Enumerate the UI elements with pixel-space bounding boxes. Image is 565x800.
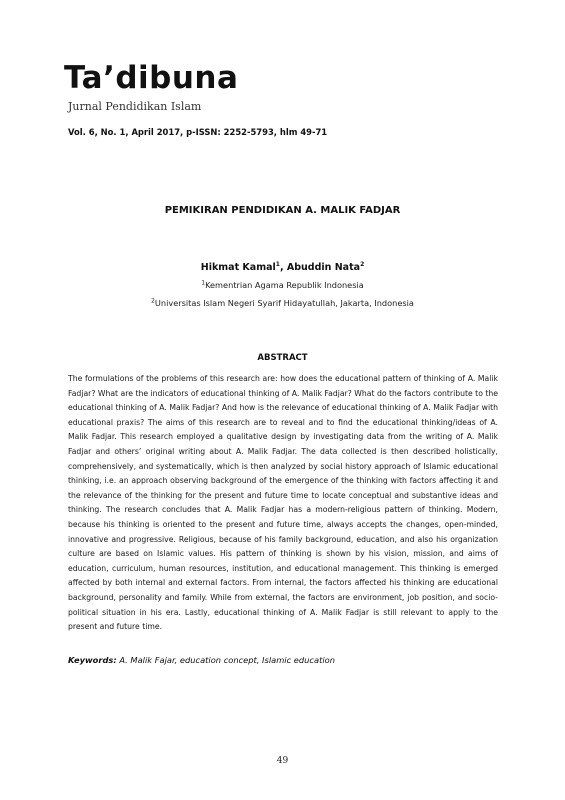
affiliation-1: [0, 280, 565, 290]
keywords-label: Keywords:: [68, 655, 117, 665]
abstract-heading: ABSTRACT: [257, 353, 308, 363]
journal-title: Ta’dibuna: [64, 60, 239, 96]
affiliation-text: Universitas Islam Negeri Syarif Hidayatullah, Jakarta, Indonesia: [154, 298, 414, 308]
page-number: 49: [276, 756, 289, 766]
author-sup: 2: [360, 260, 365, 268]
affiliation-2: [0, 298, 565, 308]
author-name: Hikmat Kamal: [200, 262, 276, 273]
affiliation-sup: 1: [201, 279, 206, 287]
author-name: Abuddin Nata: [286, 262, 361, 273]
abstract-body: The formulations of the problems of this research are: how does the educational pattern of thinking of A. Malik Fadjar? What are the indicators of educational thinking of A. Malik Fadjar? What do the factors contribute to the educational thinking of A. Malik Fadjar? And how is the relevance of educational thinking of A. Malik Fadjar with educational praxis? The aims of this research are to reveal and to find the educational thinking/ideas of A. Malik Fadjar. This research employed a qualitative design by investigating data from the writing of A. Malik Fadjar and others’ original writing about A. Malik Fadjar. The data collected is then described holistically, comprehensively, and systematically, which is then analyzed by social history approach of Islamic educational thinking, i.e. an approach observing background of the emergence of the thinking with factors affecting it and the relevance of the thinking for the present and future time to locate conceptual and substantive ideas and thinking. The research concludes that A. Malik Fadjar has a modern-religious pattern of thinking. Modern, because his thinking is oriented to the present and future time, always accepts the changes, open-minded, innovative and progressive. Religious, because of his family background, education, and also his organization culture are based on Islamic values. His pattern of thinking is shown by his vision, mission, and aims of education, curriculum, human resources, institution, and educational management. This thinking is emerged affected by both internal and external factors. From internal, the factors affected his thinking are educational background, personality and family. While from external, the factors are environment, job position, and socio-political situation in his era. Lastly, educational thinking of A. Malik Fadjar is still relevant to apply to the present and future time.: [68, 374, 498, 632]
keywords: [68, 655, 498, 665]
author-sup: 1: [275, 260, 280, 268]
paper-title: PEMIKIRAN PENDIDIKAN A. MALIK FADJAR: [164, 205, 401, 216]
authors: [0, 262, 565, 273]
affiliation-sup: 2: [151, 297, 155, 305]
keywords-text: A. Malik Fajar, education concept, Islamic education: [119, 655, 335, 665]
journal-subtitle: Jurnal Pendidikan Islam: [68, 100, 202, 113]
volume-line: Vol. 6, No. 1, April 2017, p-ISSN: 2252-5793, hlm 49-71: [68, 127, 328, 137]
author-separator: ,: [279, 262, 287, 273]
affiliation-text: Kementrian Agama Republik Indonesia: [205, 280, 364, 290]
